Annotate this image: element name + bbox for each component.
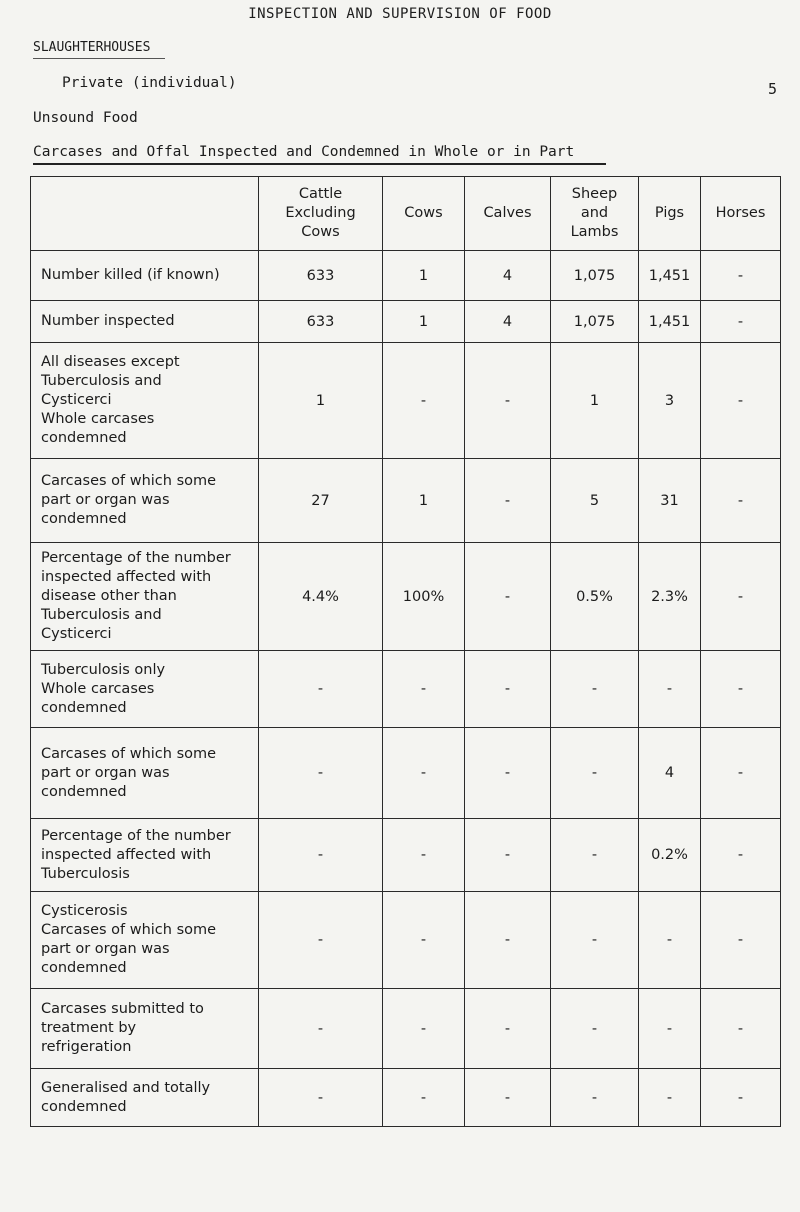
table-cell: -	[701, 343, 781, 459]
row-label	[31, 989, 259, 1069]
table-cell: -	[701, 543, 781, 651]
row-label-line: Carcases of which some	[41, 473, 217, 489]
table-cell: -	[701, 459, 781, 543]
column-header	[639, 177, 701, 251]
table-cell: -	[639, 1069, 701, 1127]
row-label-line: treatment by	[41, 1020, 137, 1036]
table-cell: -	[551, 892, 639, 989]
category-heading: Unsound Food	[33, 110, 138, 126]
table-cell: -	[639, 989, 701, 1069]
row-label-line: Percentage of the number	[41, 827, 231, 844]
table-cell: 1	[551, 343, 639, 459]
row-label-line: part or organ was	[41, 941, 170, 957]
table-cell: 1	[259, 343, 383, 459]
table-body	[31, 251, 781, 1127]
row-label-line: condemned	[41, 430, 127, 446]
table-cell: -	[465, 1069, 551, 1127]
table-cell: 4.4%	[259, 543, 383, 651]
row-label-line: Number inspected	[41, 313, 175, 329]
table-cell: -	[639, 892, 701, 989]
column-header-line: Cows	[301, 224, 340, 240]
row-label-line: disease other than	[41, 588, 177, 604]
table-cell: -	[551, 1069, 639, 1127]
table-cell: -	[259, 892, 383, 989]
row-label-line: part or organ was	[41, 492, 170, 508]
column-header-line: Cows	[404, 205, 443, 221]
row-label-line: Cysticerci	[41, 392, 112, 408]
column-header-line: Horses	[715, 205, 766, 221]
table-cell: 633	[259, 251, 383, 301]
document-title: INSPECTION AND SUPERVISION OF FOOD	[248, 6, 552, 22]
table-cell: -	[701, 1069, 781, 1127]
row-label-line: Tuberculosis	[41, 865, 130, 882]
table-cell: -	[465, 892, 551, 989]
table-row	[31, 459, 781, 543]
table-cell: -	[259, 989, 383, 1069]
table-cell: -	[701, 728, 781, 819]
table-cell: -	[383, 651, 465, 728]
row-label	[31, 343, 259, 459]
row-label	[31, 251, 259, 301]
table-row	[31, 989, 781, 1069]
row-label-line: refrigeration	[41, 1039, 132, 1055]
table-cell: 4	[465, 251, 551, 301]
column-header	[259, 177, 383, 251]
table-cell: -	[551, 989, 639, 1069]
table-heading: Carcases and Offal Inspected and Condemned in Whole or in Part	[33, 144, 575, 160]
table-heading-underline	[33, 163, 606, 165]
row-label-line: condemned	[41, 1098, 127, 1115]
row-label-line: Tuberculosis and	[41, 607, 162, 623]
table-cell: 4	[639, 728, 701, 819]
table-cell: -	[701, 301, 781, 343]
table-cell: -	[383, 819, 465, 892]
column-header	[551, 177, 639, 251]
row-label-line: condemned	[41, 511, 127, 527]
row-label-line: Number killed (if known)	[41, 267, 220, 283]
table-row	[31, 1069, 781, 1127]
row-label-line: Percentage of the number	[41, 550, 231, 566]
table-cell: 4	[465, 301, 551, 343]
column-header	[701, 177, 781, 251]
table-cell: 1,075	[551, 301, 639, 343]
table-cell: -	[259, 651, 383, 728]
table-row	[31, 301, 781, 343]
table-cell: 100%	[383, 543, 465, 651]
table-cell: -	[465, 989, 551, 1069]
table-cell: -	[701, 819, 781, 892]
table-cell: -	[383, 892, 465, 989]
table-cell: -	[383, 343, 465, 459]
table-cell: -	[465, 459, 551, 543]
table-cell: -	[551, 728, 639, 819]
table-cell: -	[465, 343, 551, 459]
column-header-line: Sheep	[571, 186, 618, 202]
table-cell: -	[639, 651, 701, 728]
table-cell: 27	[259, 459, 383, 543]
subsection-heading: Private (individual)	[62, 75, 237, 91]
section-underline	[33, 58, 165, 59]
column-header-line: Calves	[483, 205, 532, 221]
table-cell: 1,451	[639, 301, 701, 343]
row-label	[31, 892, 259, 989]
table-cell: 0.5%	[551, 543, 639, 651]
table-cell: 0.2%	[639, 819, 701, 892]
row-label	[31, 459, 259, 543]
row-label	[31, 728, 259, 819]
table-cell: 1,451	[639, 251, 701, 301]
column-header-line: Excluding	[285, 205, 356, 221]
row-label-line: Whole carcases	[41, 680, 155, 697]
table-cell: 3	[639, 343, 701, 459]
row-label-line: condemned	[41, 960, 127, 976]
table-cell: -	[259, 728, 383, 819]
table-cell: -	[701, 989, 781, 1069]
row-label-line: Whole carcases	[41, 411, 155, 427]
row-label-line: inspected affected with	[41, 569, 212, 585]
table-cell: -	[259, 819, 383, 892]
table-cell: -	[551, 819, 639, 892]
table-cell: -	[465, 819, 551, 892]
column-header-line: Pigs	[654, 205, 685, 221]
table-row	[31, 343, 781, 459]
row-label	[31, 301, 259, 343]
table-cell: -	[551, 651, 639, 728]
table-cell: 5	[551, 459, 639, 543]
row-label-line: Tuberculosis only	[41, 661, 166, 678]
table-cell: -	[383, 1069, 465, 1127]
table-cell: -	[383, 728, 465, 819]
row-label-line: Carcases of which some	[41, 745, 217, 762]
row-label-line: condemned	[41, 783, 127, 800]
row-label-line: Tuberculosis and	[41, 373, 162, 389]
table-cell: 31	[639, 459, 701, 543]
row-label-line: Carcases submitted to	[41, 1001, 204, 1017]
row-label-line: part or organ was	[41, 764, 170, 781]
table-cell: 1	[383, 459, 465, 543]
table-cell: 1	[383, 301, 465, 343]
row-label-line: Generalised and totally	[41, 1079, 211, 1096]
row-label	[31, 1069, 259, 1127]
row-label-line: Cysticerci	[41, 626, 112, 642]
row-label	[31, 543, 259, 651]
table-cell: -	[701, 251, 781, 301]
table-row	[31, 892, 781, 989]
row-label	[31, 651, 259, 728]
table-cell: -	[383, 989, 465, 1069]
column-header-line: Cattle	[298, 186, 343, 202]
table-cell: -	[701, 892, 781, 989]
table-cell: -	[259, 1069, 383, 1127]
table-cell: 2.3%	[639, 543, 701, 651]
row-label-line: condemned	[41, 699, 127, 716]
row-label	[31, 819, 259, 892]
table-cell: -	[465, 543, 551, 651]
row-label-line: Cysticerosis	[41, 903, 128, 919]
table-row	[31, 728, 781, 819]
page-number: 5	[768, 80, 778, 98]
inspection-table	[30, 176, 781, 1127]
column-header-line: and	[580, 205, 609, 221]
table-cell: 1,075	[551, 251, 639, 301]
table-row	[31, 543, 781, 651]
row-label-header	[31, 177, 259, 251]
column-header	[465, 177, 551, 251]
column-header-line: Lambs	[570, 224, 619, 240]
table-row	[31, 819, 781, 892]
table-row	[31, 651, 781, 728]
table-cell: 633	[259, 301, 383, 343]
column-header	[383, 177, 465, 251]
table-header-row	[31, 177, 781, 251]
row-label-line: Carcases of which some	[41, 922, 217, 938]
row-label-line: inspected affected with	[41, 846, 212, 863]
table-cell: 1	[383, 251, 465, 301]
section-heading: SLAUGHTERHOUSES	[33, 40, 151, 55]
table-cell: -	[465, 728, 551, 819]
table-cell: -	[701, 651, 781, 728]
table-row	[31, 251, 781, 301]
table-cell: -	[465, 651, 551, 728]
row-label-line: All diseases except	[41, 354, 180, 370]
